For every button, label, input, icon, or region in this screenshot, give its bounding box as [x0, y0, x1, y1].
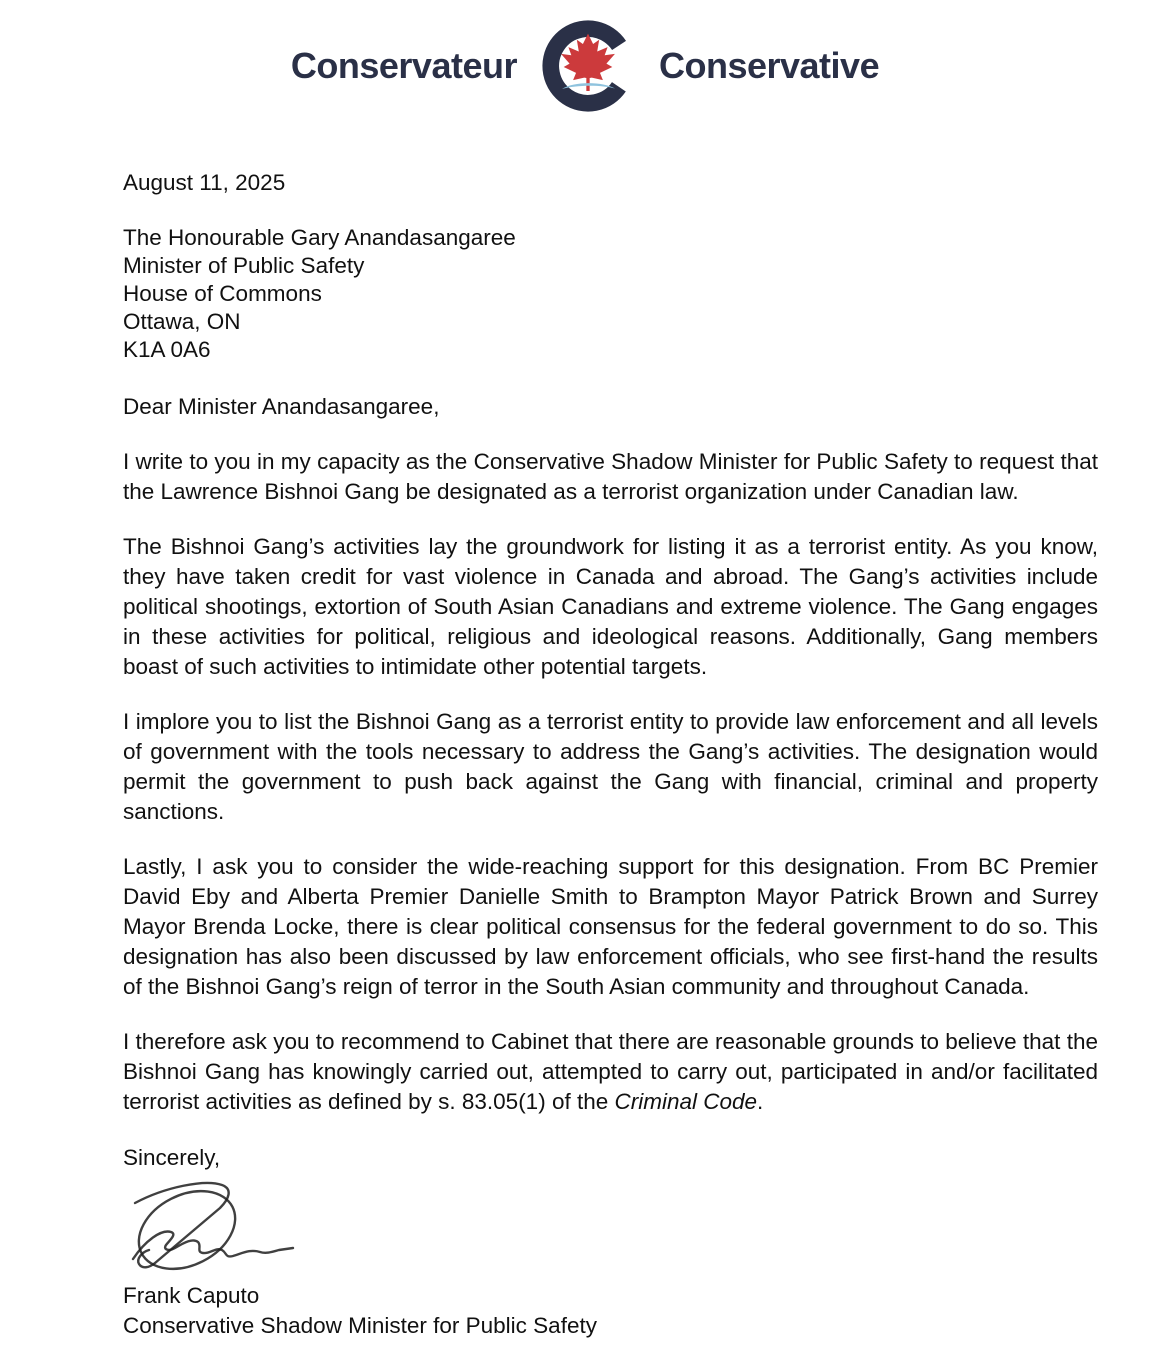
recipient-city: Ottawa, ON [123, 309, 241, 334]
conservative-party-logo-icon [539, 17, 637, 115]
signer-title: Conservative Shadow Minister for Public Safety [123, 1313, 597, 1338]
recipient-title: Minister of Public Safety [123, 253, 365, 278]
recipient-address-block [123, 224, 1098, 364]
paragraph-4: Lastly, I ask you to consider the wide-reaching support for this designation. From BC Premier David Eby and Alberta Premier Danielle Smith to Brampton Mayor Patrick Brown and Surrey Mayor Brenda Locke, there is clear political consensus for the federal government to do so. This designation has also been discussed by law enforcement officials, who see first-hand the results of the Bishnoi Gang’s reign of terror in the South Asian community and throughout Canada. [123, 854, 1098, 999]
wordmark-french: Conservateur [290, 45, 517, 86]
recipient-postal-code: K1A 0A6 [123, 337, 211, 362]
paragraph-3: I implore you to list the Bishnoi Gang as a terrorist entity to provide law enforcement and all levels of government with the tools necessary to address the Gang’s activities. The designation would permit the government to push back against the Gang with financial, criminal and property sanctions. [123, 709, 1098, 824]
paragraph-5 [123, 1027, 1098, 1117]
party-letterhead [0, 0, 1170, 118]
handwritten-signature-icon [125, 1177, 1098, 1279]
paragraph-2: The Bishnoi Gang’s activities lay the groundwork for listing it as a terrorist entity. As you know, they have taken credit for vast violence in Canada and abroad. The Gang’s activities include political shootings, extortion of South Asian Canadians and extreme violence. The Gang engages in these activities for political, religious and ideological reasons. Additionally, Gang members boast of such activities to intimidate other potential targets. [123, 534, 1098, 679]
signature-block [123, 1281, 1098, 1341]
letter-body [0, 168, 1170, 1341]
paragraph-1: I write to you in my capacity as the Conservative Shadow Minister for Public Safety to request that the Lawrence Bishnoi Gang be designated as a terrorist organization under Canadian law. [123, 449, 1098, 504]
paragraph-5-period: . [757, 1089, 764, 1114]
recipient-name: The Honourable Gary Anandasangaree [123, 225, 516, 250]
recipient-organization: House of Commons [123, 281, 322, 306]
paragraph-5-text: I therefore ask you to recommend to Cabinet that there are reasonable grounds to believe that the Bishnoi Gang has knowingly carried out, attempted to carry out, participated in and/or facilitated terrorist activities as defined by s. 83.05(1) of the [123, 1029, 1098, 1114]
letter-date: August 11, 2025 [123, 170, 286, 195]
wordmark-english: Conservative [658, 45, 880, 86]
criminal-code-reference: Criminal Code [614, 1089, 758, 1114]
salutation: Dear Minister Anandasangaree, [123, 394, 440, 419]
signer-name: Frank Caputo [123, 1283, 260, 1308]
closing-salutation: Sincerely, [123, 1145, 221, 1170]
